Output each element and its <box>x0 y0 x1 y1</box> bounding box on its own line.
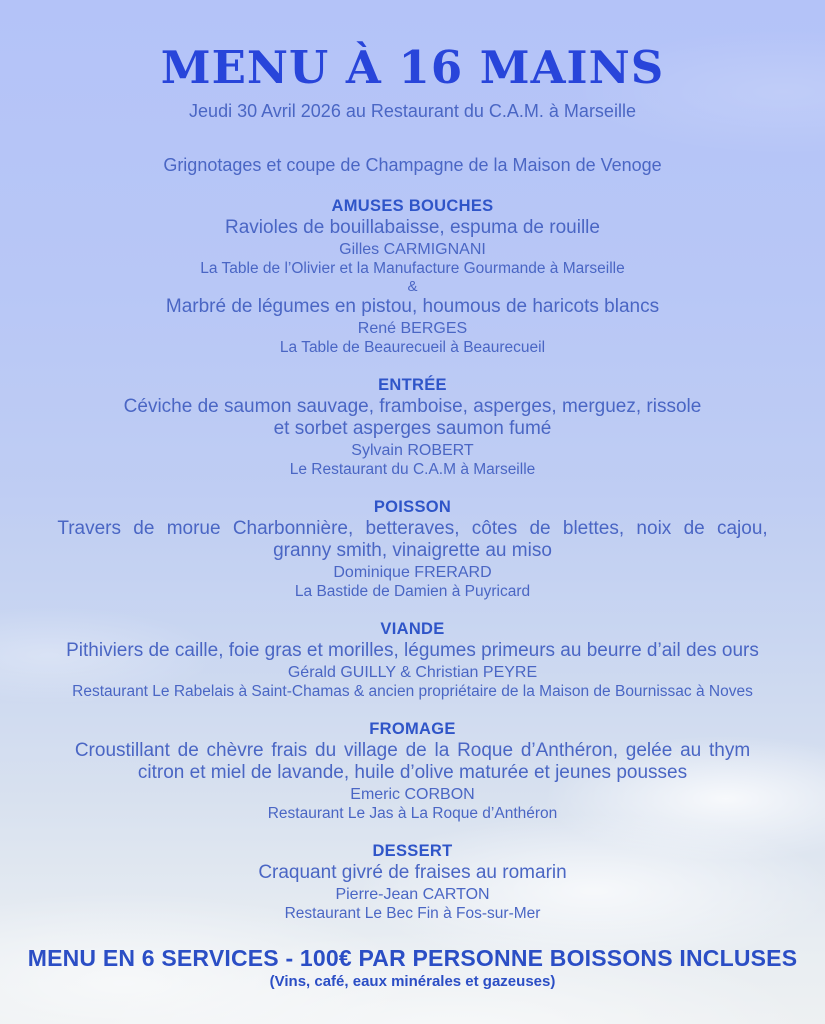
restaurant-name: La Table de l’Olivier et la Manufacture Gourmande à Marseille <box>200 260 625 277</box>
dish-line: et sorbet asperges saumon fumé <box>273 418 552 439</box>
dish-line: Marbré de légumes en pistou, houmous de haricots blancs <box>165 296 660 317</box>
menu-section <box>0 496 825 601</box>
dish-line: Céviche de saumon sauvage, framboise, asperges, merguez, rissole <box>123 396 702 417</box>
dish-line: Craquant givré de fraises au romarin <box>258 862 567 883</box>
restaurant-name: Restaurant Le Bec Fin à Fos-sur-Mer <box>284 905 541 922</box>
restaurant-name: La Bastide de Damien à Puyricard <box>294 583 531 600</box>
menu-section <box>0 374 825 479</box>
menu-section <box>0 718 825 823</box>
chef-name: Dominique FRERARD <box>333 564 492 581</box>
section-name: VIANDE <box>380 620 445 638</box>
dish-line: Pithiviers de caille, foie gras et morilles, légumes primeurs au beurre d’ail des ours <box>66 640 759 661</box>
menu-title: MENU À 16 MAINS <box>160 41 665 94</box>
intro-line: Grignotages et coupe de Champagne de la Maison de Venoge <box>163 155 662 175</box>
chef-name: Gérald GUILLY & Christian PEYRE <box>287 664 538 681</box>
menu-subtitle: Jeudi 30 Avril 2026 au Restaurant du C.A.M. à Marseille <box>189 101 636 121</box>
chef-name: René BERGES <box>357 320 468 337</box>
restaurant-name: Restaurant Le Jas à La Roque d’Anthéron <box>267 805 558 822</box>
chef-name: Pierre-Jean CARTON <box>335 886 490 903</box>
chef-name: Emeric CORBON <box>350 786 475 803</box>
menu-section <box>0 840 825 923</box>
footer <box>0 945 825 992</box>
section-name: AMUSES BOUCHES <box>331 197 494 215</box>
dish-line: Travers de morue Charbonnière, betteraves, côtes de blettes, noix de cajou, <box>57 518 768 539</box>
menu-sections <box>0 195 825 923</box>
footer-drinks-line: (Vins, café, eaux minérales et gazeuses) <box>269 973 556 990</box>
restaurant-name: La Table de Beaurecueil à Beaurecueil <box>279 339 546 356</box>
section-name: POISSON <box>373 498 452 516</box>
chef-name: Sylvain ROBERT <box>351 442 474 459</box>
section-name: ENTRÉE <box>378 376 447 394</box>
footer-price-line: MENU EN 6 SERVICES - 100€ PAR PERSONNE BOISSONS INCLUSES <box>27 945 798 971</box>
dish-line: Croustillant de chèvre frais du village de la Roque d’Anthéron, gelée au thym <box>74 740 751 761</box>
joiner-ampersand: & <box>407 278 418 295</box>
menu-section <box>0 195 825 357</box>
section-name: FROMAGE <box>369 720 456 738</box>
menu-section <box>0 618 825 701</box>
section-name: DESSERT <box>372 842 453 860</box>
dish-line: Ravioles de bouillabaisse, espuma de rouille <box>225 217 600 238</box>
restaurant-name: Le Restaurant du C.A.M à Marseille <box>289 461 536 478</box>
restaurant-name: Restaurant Le Rabelais à Saint-Chamas & ancien propriétaire de la Maison de Bournissac à Noves <box>72 683 753 700</box>
dish-line: granny smith, vinaigrette au miso <box>273 540 552 561</box>
dish-line: citron et miel de lavande, huile d’olive maturée et jeunes pousses <box>137 762 688 783</box>
chef-name: Gilles CARMIGNANI <box>339 241 486 258</box>
